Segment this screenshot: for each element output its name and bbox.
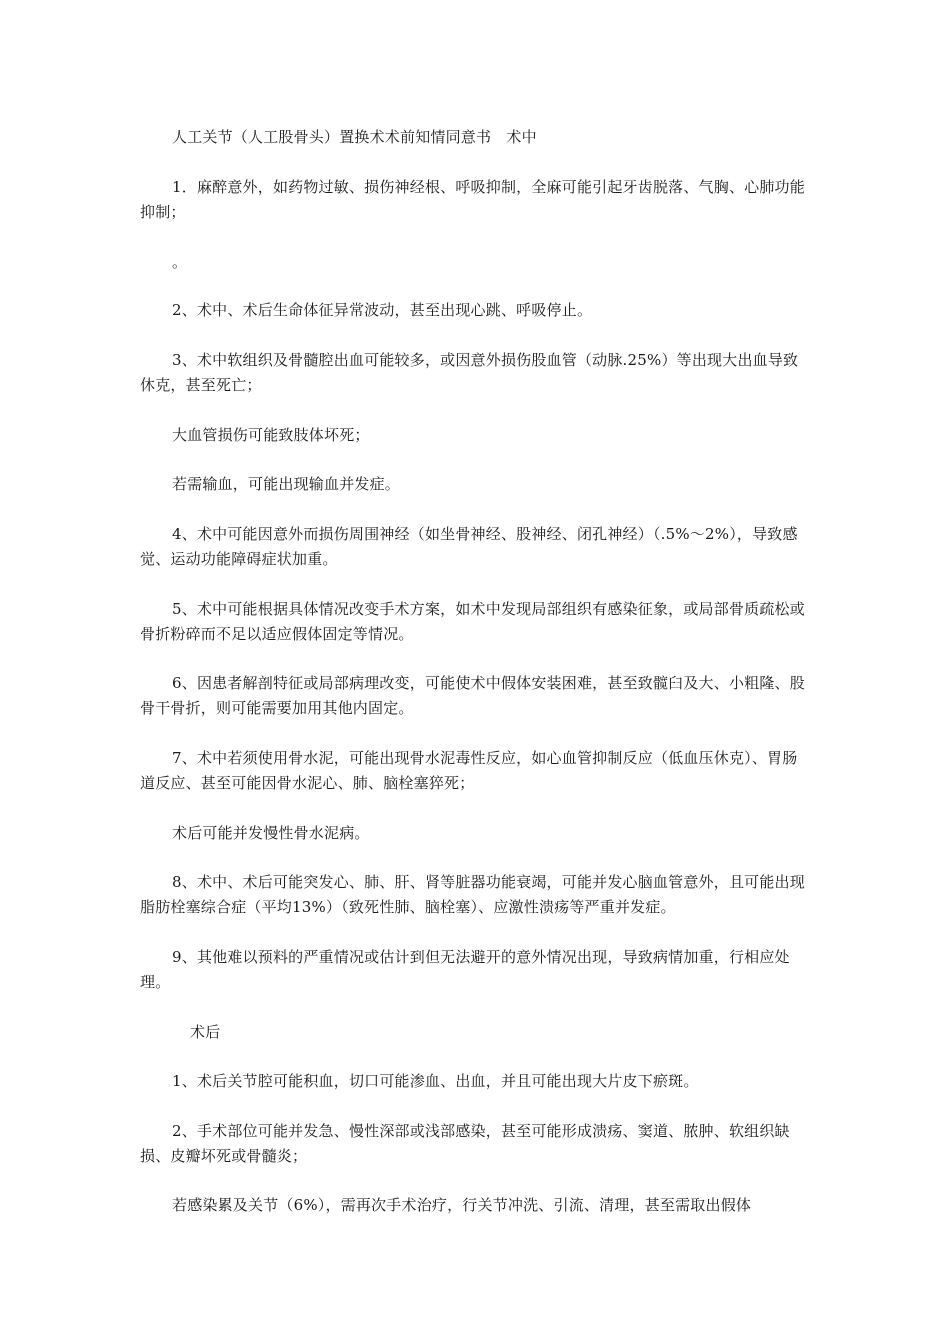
paragraph: 若需输血，可能出现输血并发症。	[172, 475, 401, 493]
paragraph: 7、术中若须使用骨水泥，可能出现骨水泥毒性反应，如心血管抑制反应（低血压休克）、胃肠道反应、甚至可能因骨水泥心、肺、脑栓塞猝死；	[140, 749, 798, 792]
paragraph: 大血管损伤可能致肢体坏死；	[172, 426, 370, 444]
paragraph: 2、术中、术后生命体征异常波动，甚至出现心跳、呼吸停止。	[172, 301, 593, 319]
paragraph: 若感染累及关节（6%），需再次手术治疗，行关节冲洗、引流、清理，甚至需取出假体	[172, 1196, 752, 1214]
paragraph: 3、术中软组织及骨髓腔出血可能较多，或因意外损伤股血管（动脉.25%）等出现大出血导致休克，甚至死亡；	[140, 351, 799, 394]
paragraph: 1．麻醉意外，如药物过敏、损伤神经根、呼吸抑制，全麻可能引起牙齿脱落、气胸、心肺功能抑制；	[140, 178, 805, 221]
paragraph: 6、因患者解剖特征或局部病理改变，可能使术中假体安装困难，甚至致髋臼及大、小粗隆、股骨干骨折，则可能需要加用其他内固定。	[140, 674, 805, 717]
document-title: 人工关节（人工股骨头）置换术术前知情同意书 术中	[172, 128, 537, 146]
paragraph: 5、术中可能根据具体情况改变手术方案，如术中发现局部组织有感染征象，或局部骨质疏松或骨折粉碎而不足以适应假体固定等情况。	[140, 600, 805, 643]
paragraph: 。	[172, 253, 188, 271]
paragraph: 1、术后关节腔可能积血，切口可能渗血、出血，并且可能出现大片皮下瘀斑。	[172, 1072, 699, 1090]
section-heading-postop: 术后	[190, 1023, 221, 1041]
paragraph: 4、术中可能因意外而损伤周围神经（如坐骨神经、股神经、闭孔神经）（.5%～2%），导致感觉、运动功能障碍症状加重。	[140, 525, 798, 568]
paragraph: 8、术中、术后可能突发心、肺、肝、肾等脏器功能衰竭，可能并发心脑血管意外，且可能出现脂肪栓塞综合症（平均13%）（致死性肺、脑栓塞）、应激性溃疡等严重并发症。	[140, 873, 805, 916]
paragraph: 术后可能并发慢性骨水泥病。	[172, 824, 370, 842]
paragraph: 9、其他难以预料的严重情况或估计到但无法避开的意外情况出现，导致病情加重，行相应处理。	[140, 948, 790, 991]
paragraph: 2、手术部位可能并发急、慢性深部或浅部感染，甚至可能形成溃疡、窦道、脓肿、软组织缺损、皮瓣坏死或骨髓炎；	[140, 1122, 790, 1165]
